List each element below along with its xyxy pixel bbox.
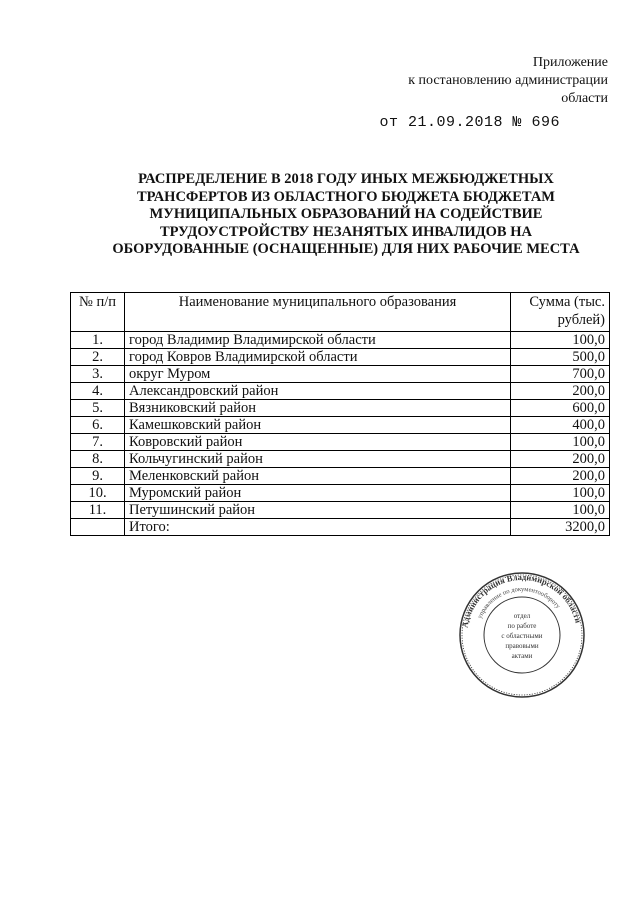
table-row — [71, 349, 610, 366]
table-row — [71, 332, 610, 349]
row-sum: 600,0 — [511, 400, 610, 417]
title-line-5: ОБОРУДОВАННЫЕ (ОСНАЩЕННЫЕ) ДЛЯ НИХ РАБОЧИЕ МЕСТА — [112, 241, 580, 257]
row-num: 6. — [71, 417, 125, 434]
appendix-line-1: Приложение — [532, 55, 608, 70]
table-row — [71, 400, 610, 417]
header-sum-line-2: рублей) — [557, 312, 605, 328]
title-line-4: ТРУДОУСТРОЙСТВУ НЕЗАНЯТЫХ ИНВАЛИДОВ НА — [160, 223, 532, 240]
title-line-1: РАСПРЕДЕЛЕНИЕ В 2018 ГОДУ ИНЫХ МЕЖБЮДЖЕТНЫХ — [138, 171, 554, 187]
row-name: Петушинский район — [125, 502, 511, 519]
table-row — [71, 417, 610, 434]
table-row — [71, 502, 610, 519]
appendix-header — [379, 54, 608, 132]
header-num: № п/п — [71, 293, 125, 332]
seal-center-line-2: по работе — [507, 622, 537, 630]
seal-center-line-5: актами — [511, 652, 533, 660]
row-num: 3. — [71, 366, 125, 383]
header-name: Наименование муниципального образования — [125, 293, 511, 332]
total-num — [71, 519, 125, 536]
seal-center-line-3: с областными — [501, 632, 543, 640]
appendix-line-3: области — [561, 91, 608, 106]
row-sum: 200,0 — [511, 451, 610, 468]
table-total-row — [71, 519, 610, 536]
appendix-line-2: к постановлению администрации — [408, 73, 608, 88]
row-sum: 100,0 — [511, 502, 610, 519]
seal-center-text — [501, 612, 542, 660]
table-row — [71, 434, 610, 451]
row-sum: 700,0 — [511, 366, 610, 383]
row-name: Вязниковский район — [125, 400, 511, 417]
row-sum: 400,0 — [511, 417, 610, 434]
row-num: 5. — [71, 400, 125, 417]
row-sum: 100,0 — [511, 485, 610, 502]
row-num: 8. — [71, 451, 125, 468]
table-row — [71, 366, 610, 383]
row-name: город Ковров Владимирской области — [125, 349, 511, 366]
row-num: 1. — [71, 332, 125, 349]
title-line-3: МУНИЦИПАЛЬНЫХ ОБРАЗОВАНИЙ НА СОДЕЙСТВИЕ — [149, 206, 543, 222]
row-num: 10. — [71, 485, 125, 502]
row-name: Ковровский район — [125, 434, 511, 451]
table-header-row — [71, 293, 610, 332]
row-name: Меленковский район — [125, 468, 511, 485]
seal-ring-text: управление по документообороту — [476, 585, 562, 620]
row-name: город Владимир Владимирской области — [125, 332, 511, 349]
row-num: 2. — [71, 349, 125, 366]
row-name: Александровский район — [125, 383, 511, 400]
title-line-2: ТРАНСФЕРТОВ ИЗ ОБЛАСТНОГО БЮДЖЕТА БЮДЖЕТАМ — [137, 188, 555, 205]
row-sum: 200,0 — [511, 468, 610, 485]
table-row — [71, 451, 610, 468]
row-name: Кольчугинский район — [125, 451, 511, 468]
table-row — [71, 485, 610, 502]
seal-center-line-1: отдел — [513, 612, 531, 620]
total-label: Итого: — [125, 519, 511, 536]
row-num: 7. — [71, 434, 125, 451]
row-sum: 200,0 — [511, 383, 610, 400]
allocation-table — [70, 292, 610, 536]
row-num: 11. — [71, 502, 125, 519]
total-sum: 3200,0 — [511, 519, 610, 536]
row-num: 4. — [71, 383, 125, 400]
row-name: Муромский район — [125, 485, 511, 502]
table-row — [71, 468, 610, 485]
row-sum: 500,0 — [511, 349, 610, 366]
row-sum: 100,0 — [511, 434, 610, 451]
appendix-date-number: от 21.09.2018 № 696 — [379, 114, 560, 131]
header-sum — [511, 293, 610, 332]
seal-center-line-4: правовыми — [505, 642, 539, 650]
row-sum: 100,0 — [511, 332, 610, 349]
row-num: 9. — [71, 468, 125, 485]
header-sum-line-1: Сумма (тыс. — [529, 294, 605, 310]
row-name: Камешковский район — [125, 417, 511, 434]
document-title — [70, 171, 622, 259]
official-seal — [458, 571, 586, 699]
row-name: округ Муром — [125, 366, 511, 383]
seal-outer-text: Администрация Владимирской области — [459, 571, 584, 629]
table-row — [71, 383, 610, 400]
